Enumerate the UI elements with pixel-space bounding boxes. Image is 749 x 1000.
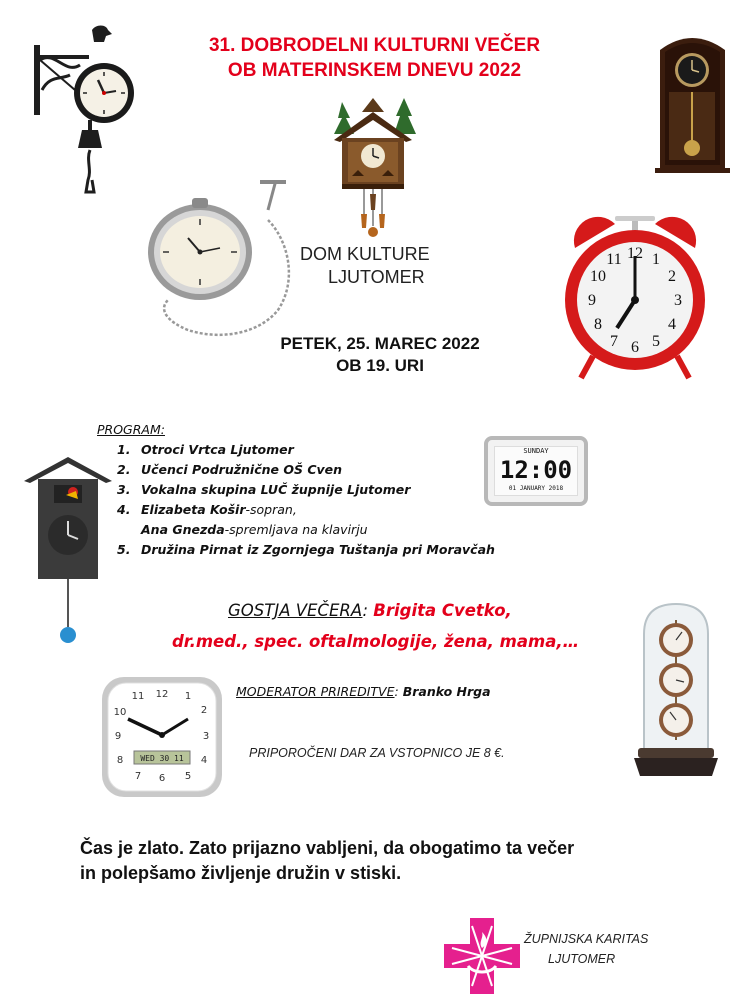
event-date: PETEK, 25. MAREC 2022 (280, 334, 480, 353)
alarm-numeral-4: 4 (668, 316, 676, 333)
program-item-number: 3. (117, 482, 131, 497)
alarm-numeral-1: 1 (652, 251, 660, 268)
venue-name: DOM KULTURE (300, 244, 430, 264)
moderator-line (236, 684, 491, 699)
wall-numeral-10: 10 (113, 707, 127, 718)
program-heading: PROGRAM: (97, 422, 165, 437)
motto-line2: in polepšamo življenje družin v stiski. (80, 863, 402, 883)
alarm-numeral-2: 2 (668, 268, 676, 285)
program-item-number: 4. (117, 502, 131, 517)
ticket-donation-note: PRIPOROČENI DAR ZA VSTOPNICO JE 8 €. (249, 746, 505, 760)
motto-line1: Čas je zlato. Zato prijazno vabljeni, da obogatimo ta večer (80, 838, 575, 858)
pendulum-wall-clock-image (655, 30, 730, 175)
guest-line1 (228, 597, 512, 625)
modern-cuckoo-clock-image (24, 455, 112, 647)
program-item-text: Družina Pirnat iz Zgornjega Tuštanja pri Moravčah (141, 542, 495, 557)
alarm-numeral-11: 11 (606, 251, 622, 268)
performer-name: Ana Gnezda (141, 522, 225, 537)
guest-label-colon: : (362, 601, 369, 620)
wall-numeral-9: 9 (114, 731, 122, 742)
alarm-numeral-7: 7 (610, 333, 618, 350)
moderator-label: MODERATOR PRIREDITVE (236, 684, 395, 699)
alarm-numeral-9: 9 (588, 292, 596, 309)
wall-numeral-11: 11 (131, 691, 145, 702)
wall-numeral-6: 6 (158, 773, 166, 784)
wall-numeral-5: 5 (184, 771, 192, 782)
red-alarm-clock-image (555, 208, 715, 383)
moderator-name: Branko Hrga (402, 684, 491, 699)
caritas-cross-logo (444, 918, 520, 994)
venue-town: LJUTOMER (328, 267, 425, 287)
square-wall-clock-image (100, 675, 224, 799)
wall-numeral-8: 8 (116, 755, 124, 766)
wall-numeral-1: 1 (184, 691, 192, 702)
wall-numeral-7: 7 (134, 771, 142, 782)
program-item-number: 5. (117, 542, 131, 557)
alarm-numeral-5: 5 (652, 333, 660, 350)
event-title-line1: 31. DOBRODELNI KULTURNI VEČER (208, 35, 541, 56)
guest-label: GOSTJA VEČERA (228, 601, 363, 620)
alarm-numeral-3: 3 (674, 292, 682, 309)
square-clock-lcd: WED 30 11 (140, 754, 184, 763)
guest-name: Brigita Cvetko, (373, 601, 512, 620)
alarm-numeral-10: 10 (590, 268, 606, 285)
caritas-town: LJUTOMER (548, 952, 616, 966)
alarm-numeral-8: 8 (594, 316, 602, 333)
performer-role: -spremljava na klavirju (224, 522, 368, 537)
wall-numeral-3: 3 (202, 731, 210, 742)
program-item-text: Vokalna skupina LUČ župnije Ljutomer (141, 482, 411, 497)
program-item (117, 520, 557, 540)
performer-role: -sopran, (245, 502, 297, 517)
caritas-name: ŽUPNIJSKA KARITAS (524, 932, 649, 946)
digital-clock-time: 12:00 (499, 456, 573, 484)
ornate-wall-clock-image (30, 20, 135, 195)
guest-line2 (172, 628, 579, 656)
program-item-number: 1. (117, 442, 131, 457)
digital-clock-image (484, 436, 588, 506)
event-title-line2: OB MATERINSKEM DNEVU 2022 (227, 60, 522, 81)
wall-numeral-2: 2 (200, 705, 208, 716)
digital-clock-day: SUNDAY (523, 447, 549, 455)
digital-clock-date: 01 JANUARY 2018 (508, 485, 564, 492)
cuckoo-clock-image (328, 94, 418, 240)
alarm-numeral-12: 12 (627, 245, 643, 262)
wall-numeral-12: 12 (155, 689, 169, 700)
guest-title: dr.med., spec. oftalmologije, žena, mama,… (172, 632, 580, 651)
program-item-text: Učenci Podružnične OŠ Cven (141, 462, 343, 477)
program-item (117, 540, 557, 560)
alarm-numeral-6: 6 (631, 339, 639, 356)
performer-name: Elizabeta Košir (141, 502, 246, 517)
wall-numeral-4: 4 (200, 755, 208, 766)
pocket-watch-image (128, 180, 308, 340)
program-item-number: 2. (117, 462, 131, 477)
event-time: OB 19. URI (336, 356, 424, 375)
glass-dome-clock-image (632, 600, 720, 780)
program-item-text: Otroci Vrtca Ljutomer (141, 442, 294, 457)
moderator-label-colon: : (394, 684, 399, 699)
